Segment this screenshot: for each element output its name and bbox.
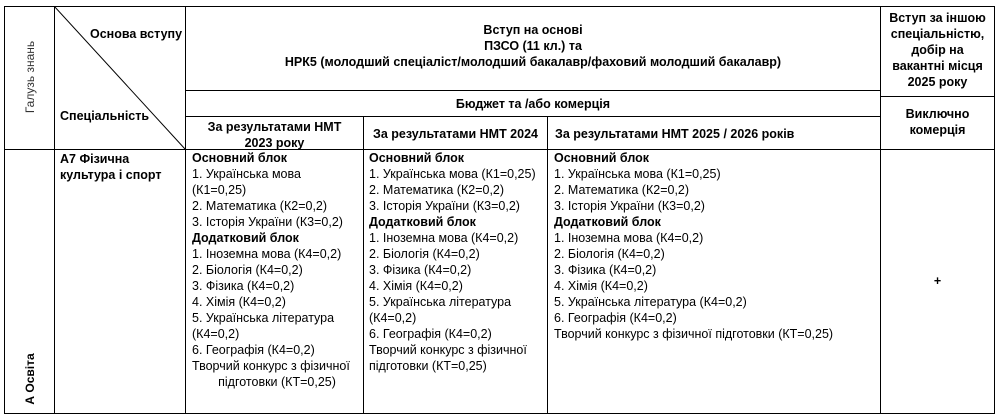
list-item: Творчий конкурс з фізичної [369, 343, 527, 357]
list-item: 2. Біологія (К4=0,2) [369, 247, 480, 261]
plus-mark: + [933, 274, 942, 288]
col2025-header: За результатами НМТ 2025 / 2026 років [555, 127, 795, 141]
block-heading: Додатковий блок [369, 215, 476, 229]
col2023-header-line-1: За результатами НМТ [207, 120, 342, 134]
list-item: 3. Фізика (К4=0,2) [554, 263, 657, 277]
list-item: Творчий конкурс з фізичної [192, 359, 350, 373]
other-line-2: спеціальністю, [890, 27, 985, 41]
border-main-title-bottom [185, 90, 880, 91]
list-item: 2. Математика (К2=0,2) [192, 199, 328, 213]
col2023-header-line-2: 2023 року [244, 136, 305, 150]
other-line-4: вакантні місця [892, 59, 983, 73]
list-item: (К1=0,25) [192, 183, 247, 197]
list-item: 2. Біологія (К4=0,2) [192, 263, 303, 277]
vyklyuchno-header [881, 106, 994, 138]
list-item: 6. Географія (К4=0,2) [554, 311, 677, 325]
list-item: 5. Українська література [369, 295, 512, 309]
list-item: (К4=0,2) [192, 327, 240, 341]
list-item: 3. Історія України (К3=0,2) [369, 199, 520, 213]
vyklyuchno-line-2: комерція [909, 123, 966, 137]
list-item: 1. Іноземна мова (К4=0,2) [369, 231, 519, 245]
main-title [186, 22, 880, 70]
block-heading: Додатковий блок [554, 215, 661, 229]
galuz-cell: А Освіта [23, 353, 37, 405]
other-line-1: Вступ за іншою [889, 11, 986, 25]
specialnist-header: Спеціальність [60, 109, 150, 123]
list-item: 2. Математика (К2=0,2) [554, 183, 690, 197]
list-item: 1. Іноземна мова (К4=0,2) [554, 231, 704, 245]
border-other-bottom [880, 96, 994, 97]
list-item: 3. Фізика (К4=0,2) [369, 263, 472, 277]
other-specialty-header [881, 10, 994, 90]
specialty-cell [60, 151, 162, 183]
col2024-list [369, 150, 545, 374]
col2024-header: За результатами НМТ 2024 [373, 127, 538, 141]
col2025-list [554, 150, 878, 342]
budget-header: Бюджет та /або комерція [455, 97, 611, 111]
block-heading: Основний блок [369, 151, 465, 165]
col2023-header [186, 119, 363, 151]
vyklyuchno-line-1: Виключно [905, 107, 970, 121]
list-item: 3. Фізика (К4=0,2) [192, 279, 295, 293]
block-heading: Додатковий блок [192, 231, 299, 245]
list-item: 6. Географія (К4=0,2) [369, 327, 492, 341]
border-budget-bottom [185, 116, 880, 117]
border-right [994, 6, 995, 414]
main-title-line-2: ПЗСО (11 кл.) та [484, 39, 582, 53]
list-item: (К4=0,2) [369, 311, 417, 325]
border-col2023 [363, 116, 364, 414]
list-item: 1. Українська мова [192, 167, 301, 181]
list-item: 1. Українська мова (К1=0,25) [554, 167, 721, 181]
block-heading: Основний блок [192, 151, 288, 165]
border-left [4, 6, 5, 414]
osnova-header: Основа вступу [90, 27, 183, 41]
list-item: 4. Хімія (К4=0,2) [192, 295, 286, 309]
main-title-line-1: Вступ на основі [483, 23, 583, 37]
list-item: 5. Українська література (К4=0,2) [554, 295, 747, 309]
list-item: підготовки (КТ=0,25) [369, 359, 487, 373]
block-heading: Основний блок [554, 151, 650, 165]
galuz-header: Галузь знань [23, 40, 37, 114]
list-item: 3. Історія України (К3=0,2) [192, 215, 343, 229]
list-item: 4. Хімія (К4=0,2) [554, 279, 648, 293]
border-bottom [4, 413, 994, 414]
list-item: 5. Українська література [192, 311, 335, 325]
list-item: 1. Іноземна мова (К4=0,2) [192, 247, 342, 261]
list-item: 6. Географія (К4=0,2) [192, 343, 315, 357]
list-item: 1. Українська мова (К1=0,25) [369, 167, 536, 181]
list-item: 2. Біологія (К4=0,2) [554, 247, 665, 261]
other-line-5: 2025 року [907, 75, 968, 89]
col2023-list [192, 150, 362, 390]
specialty-line-2: культура і спорт [60, 168, 162, 182]
list-item: 4. Хімія (К4=0,2) [369, 279, 463, 293]
main-title-line-3: НРК5 (молодший спеціаліст/молодший бакалавр/фаховий молодший бакалавр) [284, 55, 782, 69]
list-item: підготовки (КТ=0,25) [218, 375, 336, 389]
other-line-3: добір на [911, 43, 964, 57]
list-item: 3. Історія України (К3=0,2) [554, 199, 705, 213]
list-item: 2. Математика (К2=0,2) [369, 183, 505, 197]
specialty-line-1: А7 Фізична [60, 152, 130, 166]
border-col2024 [547, 116, 548, 414]
list-item: Творчий конкурс з фізичної підготовки (КТ=0,25) [554, 327, 834, 341]
